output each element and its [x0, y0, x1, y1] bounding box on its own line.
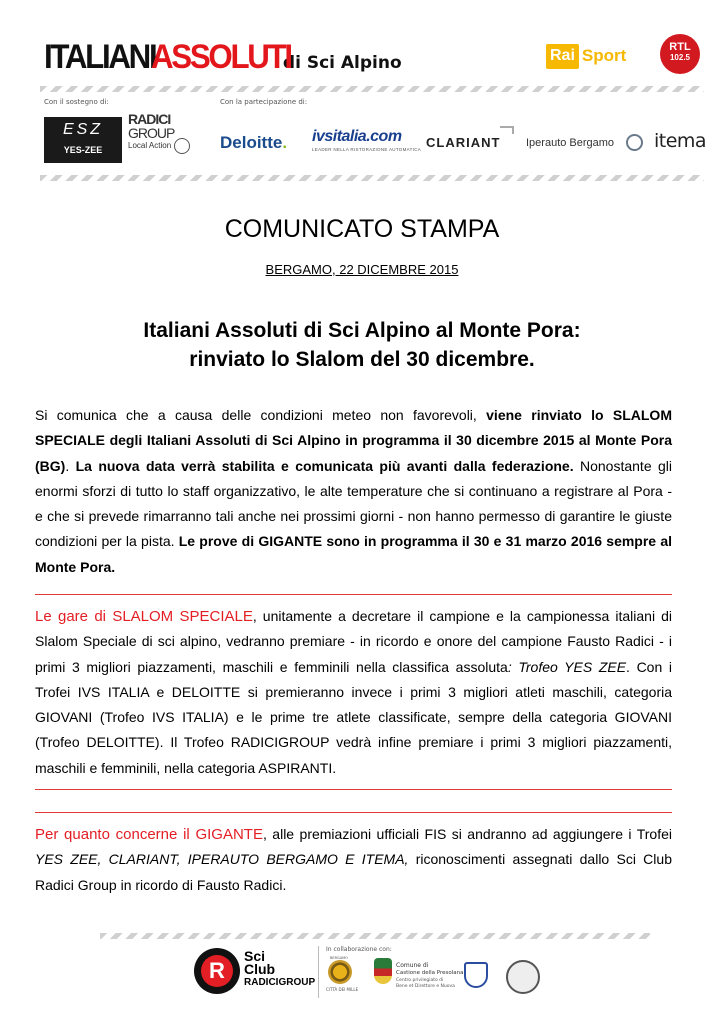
p2-text-a: , unitamente a decretare il campione e la campionessa italiani di Slalom Speciale di sci alpino, vedranno premiare - in ricordo e onore del campione Fausto Radici - i primi 3 migliori piazzamenti, maschili e femminili nella classifica assoluta — [35, 608, 673, 675]
comune-sub1: Centro privilegiato di — [396, 978, 444, 983]
deloitte-dot: . — [282, 133, 288, 152]
rtl-name: RTL — [669, 41, 691, 53]
p1-bold-f: Le prove di GIGANTE sono in programma il 30 e 31 marzo 2016 sempre al Monte Pora. — [35, 533, 672, 575]
club-emblem-letter: R — [201, 955, 233, 987]
radici-line3: Local Action — [128, 141, 172, 150]
radici-line2: GROUP — [128, 125, 175, 141]
support-label: Con il sostegno di: — [44, 98, 109, 106]
sci-club-radici-logo — [194, 948, 316, 994]
compass-icon — [174, 138, 190, 154]
p3-italic-b: YES ZEE, CLARIANT, IPERAUTO BERGAMO E ITEMA, — [35, 851, 409, 868]
header-divider-bottom — [40, 175, 704, 181]
p3-lead: Per quanto concerne il GIGANTE — [35, 826, 263, 843]
ski-club-badge-icon — [506, 960, 540, 994]
bergamo-seal-caption: CITTÀ DEI MILLE — [326, 987, 359, 992]
radici-line1: RADICI — [128, 111, 171, 127]
deloitte-logo — [220, 133, 287, 153]
p1-bold-b: viene rinviato lo SLALOM SPECIALE degli Italiani Assoluti di Sci Alpino in programma il 30 dicembre 2015 al Monte Pora (BG) — [35, 407, 672, 474]
ivs-tagline: LEADER NELLA RISTORAZIONE AUTOMATICA — [312, 147, 422, 152]
itema-logo: itema — [654, 130, 707, 152]
club-name-line3: RADICIGROUP — [244, 977, 316, 988]
headline — [0, 316, 724, 374]
paragraph-slalom — [35, 604, 672, 781]
p1-text-c: . — [65, 457, 76, 474]
event-logo-part3: di Sci Alpino — [282, 53, 402, 73]
p1-text-e: Nonostante gli enormi sforzi di tutto lo staff organizzativo, le alte temperature che si continuano a registrare al Pora - e che si prevede rimarranno tali anche nei prossimi giorni - non hanno permesso di garantire le giuste condizioni per la pista. — [35, 457, 672, 550]
yeszee-text: YES-ZEE — [63, 145, 103, 155]
p2-lead: Le gare di SLALOM SPECIALE — [35, 608, 253, 625]
radici-group-logo — [128, 112, 194, 168]
comune-title: Comune di — [396, 962, 429, 969]
comune-sub2: Bene et Direttore e Nuova — [396, 984, 455, 989]
header-divider-top — [40, 86, 704, 92]
headline-line2: rinviato lo Slalom del 30 dicembre. — [189, 348, 535, 371]
ivs-name: ivsitalia.com — [312, 128, 402, 145]
document-heading: COMUNICATO STAMPA — [224, 215, 500, 243]
section-rule-1 — [35, 594, 672, 595]
section-rule-2 — [35, 789, 672, 790]
fisi-shield-icon — [464, 962, 488, 988]
p3-text-a: , alle premiazioni ufficiali FIS si andranno ad aggiungere i Trofei — [262, 826, 672, 842]
document-date: BERGAMO, 22 DICEMBRE 2015 — [265, 262, 459, 277]
rtl-logo — [660, 34, 700, 74]
section-rule-3 — [35, 812, 672, 813]
paragraph-announcement — [35, 403, 672, 580]
iperauto-logo: Iperauto Bergamo — [526, 137, 615, 149]
rtl-frequency: 102.5 — [669, 53, 691, 62]
castione-crest-icon — [374, 958, 392, 984]
event-logo-part2: ASSOLUTI — [151, 38, 291, 76]
club-name-line1: Sci — [244, 948, 266, 964]
club-name-line2: Club — [244, 961, 276, 977]
raisport-logo — [546, 40, 638, 72]
clariant-mark-icon — [500, 126, 514, 134]
clariant-logo: CLARIANT — [426, 135, 501, 150]
volvo-icon — [626, 134, 643, 151]
p2-text-c: . Con i Trofei IVS ITALIA e DELOITTE si premieranno invece i primi 3 migliori atleti maschili, categoria GIOVANI (Trofeo IVS ITALIA) e le prime tre atlete classificate, sempre della categoria GIOVANI (Trofeo DELOITTE). Il Trofeo RADICIGROUP vedrà infine premiare i primi 3 migliori piazzamenti, maschili e femminili, nella categoria ASPIRANTI. — [35, 658, 672, 776]
bergamo-seal-icon — [328, 960, 352, 984]
club-name — [244, 950, 315, 989]
p1-text-a: Si comunica che a causa delle condizioni meteo non favorevoli, — [35, 407, 487, 423]
sport-mark: Sport — [581, 46, 627, 65]
participation-label: Con la partecipazione di: — [220, 98, 308, 106]
footer-divider — [100, 933, 650, 939]
club-emblem-icon — [194, 948, 240, 994]
yeszee-logo — [44, 117, 122, 163]
deloitte-name: Deloitte — [220, 133, 283, 152]
event-logo — [44, 38, 402, 74]
p1-bold-d: La nuova data verrà stabilita e comunicata più avanti dalla federazione. — [75, 457, 574, 474]
collab-label: In collaborazione con: — [326, 946, 392, 953]
event-logo-part1: ITALIANI — [44, 38, 156, 76]
paragraph-gigante — [35, 822, 672, 898]
bergamo-seal-top: BERGAMO — [330, 956, 348, 960]
footer-separator — [318, 946, 319, 998]
headline-line1: Italiani Assoluti di Sci Alpino al Monte Pora: — [143, 319, 581, 342]
rai-mark: Rai — [546, 44, 579, 69]
p3-text-c: riconoscimenti assegnati dallo Sci Club Radici Group in ricordo di Fausto Radici. — [35, 851, 672, 893]
ivs-italia-logo — [312, 128, 421, 152]
yeszee-symbol: ESZ — [62, 121, 104, 138]
p2-italic-b: : Trofeo YES ZEE — [507, 658, 627, 675]
comune-name: Castione della Presolana — [396, 970, 464, 976]
